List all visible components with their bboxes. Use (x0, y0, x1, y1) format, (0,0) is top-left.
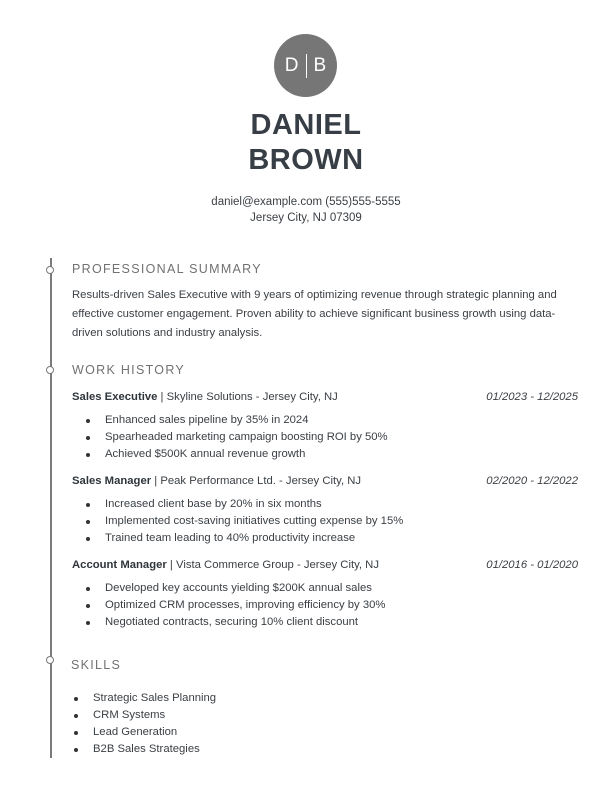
list-item: Implemented cost-saving initiatives cutting expense by 15% (72, 513, 403, 530)
list-item: Lead Generation (60, 724, 216, 741)
job-dates: 01/2023 - 12/2025 (486, 391, 578, 403)
list-item: Achieved $500K annual revenue growth (72, 446, 388, 463)
job-bullets (72, 412, 388, 463)
list-item: Spearheaded marketing campaign boosting ROI by 50% (72, 429, 388, 446)
timeline-node-icon (46, 266, 54, 274)
job-header (72, 391, 578, 403)
list-item: Optimized CRM processes, improving efficiency by 30% (72, 597, 385, 614)
list-item: CRM Systems (60, 707, 216, 724)
job-dates: 02/2020 - 12/2022 (486, 475, 578, 487)
section-title-work-history: WORK HISTORY (72, 363, 186, 377)
job-header (72, 475, 578, 487)
list-item: Enhanced sales pipeline by 35% in 2024 (72, 412, 388, 429)
email-phone: daniel@example.com (555)555-5555 (211, 196, 401, 208)
list-item: Trained team leading to 40% productivity increase (72, 530, 403, 547)
job-role: Sales Manager (72, 475, 152, 487)
monogram-initial-first: D (284, 54, 299, 76)
job-company: | Vista Commerce Group - Jersey City, NJ (166, 559, 379, 571)
last-name: BROWN (248, 144, 364, 176)
contact-info (0, 194, 612, 226)
list-item: Negotiated contracts, securing 10% client discount (72, 614, 385, 631)
job-bullets (72, 496, 403, 547)
job-company: | Peak Performance Ltd. - Jersey City, NJ (151, 475, 362, 487)
job-header (72, 559, 578, 571)
section-title-skills: SKILLS (71, 658, 122, 672)
job-dates: 01/2016 - 01/2020 (486, 559, 578, 571)
timeline-node-icon (46, 656, 54, 664)
list-item: Increased client base by 20% in six months (72, 496, 403, 513)
list-item: Developed key accounts yielding $200K annual sales (72, 580, 385, 597)
job-bullets (72, 580, 385, 631)
monogram-divider (306, 54, 307, 78)
monogram-badge (274, 34, 337, 97)
list-item: Strategic Sales Planning (60, 690, 216, 707)
candidate-name (0, 108, 612, 178)
first-name: DANIEL (250, 109, 362, 141)
job-company: | Skyline Solutions - Jersey City, NJ (157, 391, 338, 403)
section-title-summary: PROFESSIONAL SUMMARY (72, 262, 262, 276)
skills-list (60, 690, 216, 758)
location: Jersey City, NJ 07309 (250, 212, 362, 224)
job-role: Account Manager (72, 559, 167, 571)
timeline-line (50, 258, 52, 758)
summary-text: Results-driven Sales Executive with 9 years of optimizing revenue through strategic planning and effective customer engagement. Proven ability to achieve significant business growth using data-driven solutions and industry analysis. (72, 289, 557, 339)
monogram-initial-last: B (313, 54, 327, 76)
timeline-node-icon (46, 366, 54, 374)
job-role: Sales Executive (72, 391, 158, 403)
list-item: B2B Sales Strategies (60, 741, 216, 758)
